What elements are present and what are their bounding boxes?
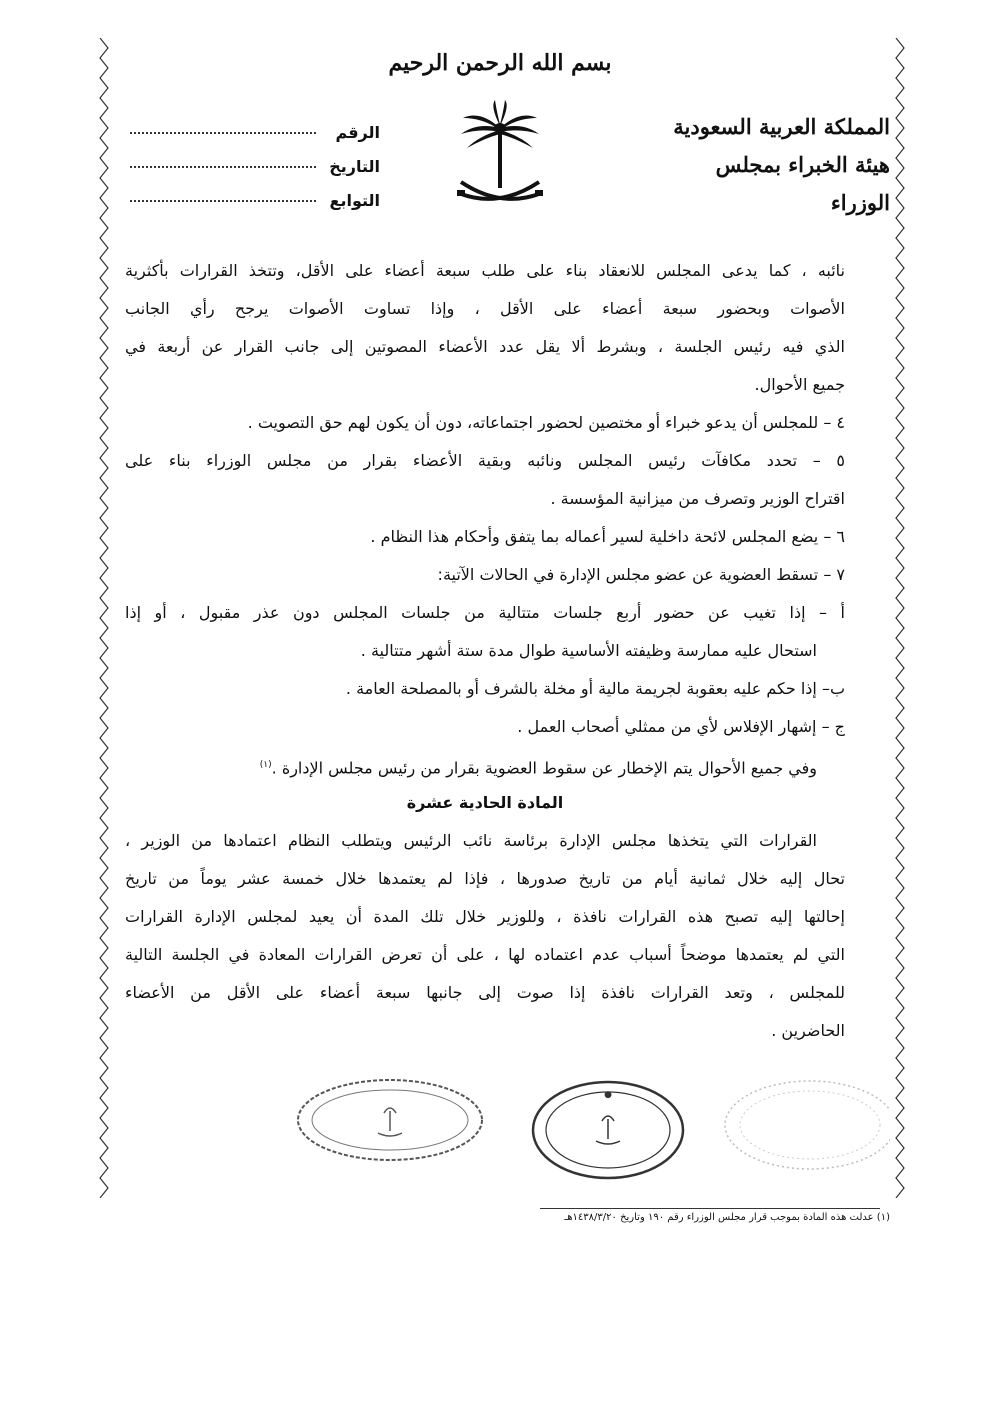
item-a: أ – إذا تغيب عن حضور أربع جلسات متتالية من جلسات المجلس دون عذر مقبول ، أو إذا	[125, 603, 845, 622]
body-line: للمجلس ، وتعد القرارات نافذة إذا صوت إلى جانبها سبعة أعضاء على الأقل من الأعضاء	[125, 983, 845, 1002]
body-line: التي لم يعتمدها موضحاً أسباب عدم اعتماده لها ، على أن تعرض القرارات المعادة في الجلسة التالية	[125, 945, 845, 964]
clause-7: ٧ – تسقط العضوية عن عضو مجلس الإدارة في الحالات الآتية:	[437, 565, 845, 584]
basmala: بسم الله الرحمن الرحيم	[388, 50, 612, 76]
clause-5: ٥ – تحدد مكافآت رئيس المجلس ونائبه وبقية الأعضاء بقرار من مجلس الوزراء بناء على	[125, 451, 845, 470]
item-b: ب– إذا حكم عليه بعقوبة لجريمة مالية أو مخلة بالشرف أو بالمصلحة العامة .	[345, 679, 845, 698]
svg-text:●: ●	[604, 1090, 612, 1100]
clause-4: ٤ – للمجلس أن يدعو خبراء أو مختصين لحضور اجتماعاته، دون أن يكون لهم حق التصويت .	[247, 413, 845, 432]
field-number-label: الرقم	[335, 123, 380, 142]
footnote-marker: (١)	[259, 760, 272, 770]
footnote-divider	[540, 1208, 880, 1209]
field-attachments-label: التوابع	[329, 191, 380, 210]
document-body	[125, 252, 845, 1050]
body-line: استحال عليه ممارسة وظيفته الأساسية طوال مدة ستة أشهر متتالية .	[360, 641, 817, 660]
field-number-blank	[130, 131, 316, 134]
field-attachments-blank	[130, 199, 316, 202]
official-stamps	[290, 1075, 890, 1195]
org-line-2: هيئة الخبراء بمجلس الوزراء	[715, 152, 890, 215]
article-heading: المادة الحادية عشرة	[406, 793, 564, 812]
left-border-decoration	[98, 38, 110, 1198]
field-date-blank	[130, 165, 316, 168]
org-line-1: المملكة العربية السعودية	[673, 114, 890, 139]
body-line: إحالتها إليه تصبح هذه القرارات نافذة ، وللوزير خلال تلك المدة أن يعيد لمجلس الإدارة القرارات	[125, 907, 845, 926]
body-line: جميع الأحوال.	[754, 375, 845, 394]
body-line	[125, 746, 845, 784]
field-attachments	[130, 176, 380, 210]
organization-name	[660, 108, 890, 222]
body-line: نائبه ، كما يدعى المجلس للانعقاد بناء على طلب سبعة أعضاء على الأقل، وتتخذ القرارات بأكثرية	[125, 261, 845, 280]
palm-and-swords-emblem-icon	[455, 100, 545, 220]
body-line: اقتراح الوزير وتصرف من ميزانية المؤسسة .	[550, 489, 845, 508]
body-line: تحال إليه خلال ثمانية أيام من تاريخ صدورها ، فإذا لم يعتمدها خلال خمسة عشر يوماً من تاريخ	[125, 869, 845, 888]
clause-6: ٦ – يضع المجلس لائحة داخلية لسير أعماله بما يتفق وأحكام هذا النظام .	[370, 527, 845, 546]
body-line: الحاضرين .	[771, 1021, 845, 1040]
body-line: الذي فيه رئيس الجلسة ، وبشرط ألا يقل عدد الأعضاء المصوتين إلى جانب القرار عن أربعة في	[125, 337, 845, 356]
body-line: الأصوات وبحضور سبعة أعضاء على الأقل ، وإذا تساوت الأصوات يرجح رأي الجانب	[125, 299, 845, 318]
left-stamp-icon	[298, 1080, 482, 1160]
reference-fields	[130, 108, 380, 210]
body-line: القرارات التي يتخذها مجلس الإدارة برئاسة نائب الرئيس ويتطلب النظام اعتمادها من الوزير ،	[125, 831, 817, 850]
center-stamp-icon	[533, 1082, 683, 1178]
footnote: (١) عدلت هذه المادة بموجب قرار مجلس الوزراء رقم ١٩٠ وتاريخ ١٤٣٨/٣/٢٠هـ	[564, 1212, 890, 1223]
field-date	[130, 142, 380, 176]
right-border-decoration	[894, 38, 906, 1198]
field-date-label: التاريخ	[329, 157, 380, 176]
item-c: ج – إشهار الإفلاس لأي من ممثلي أصحاب العمل .	[517, 717, 845, 736]
field-number	[130, 108, 380, 142]
body-line-text: وفي جميع الأحوال يتم الإخطار عن سقوط العضوية بقرار من رئيس مجلس الإدارة .	[271, 758, 817, 778]
right-stamp-icon	[725, 1081, 890, 1169]
